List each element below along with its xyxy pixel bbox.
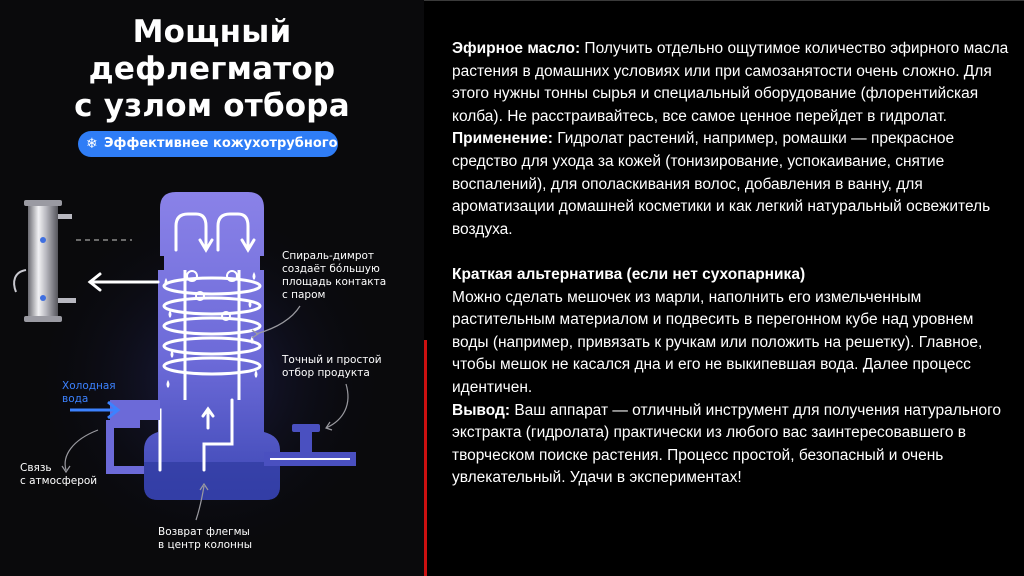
label-line: отбор продукта bbox=[282, 367, 370, 379]
label-line: Возврат флегмы bbox=[158, 526, 250, 538]
reflux-label bbox=[158, 526, 252, 552]
label-line: Спираль-димрот bbox=[282, 250, 375, 262]
label-line: создаёт бóльшую bbox=[282, 263, 380, 275]
label-line: в центр колонны bbox=[158, 539, 253, 551]
essential-oil-paragraph bbox=[452, 38, 1012, 128]
label-line: Точный и простой bbox=[282, 354, 382, 366]
title-line: Мощный bbox=[132, 14, 292, 50]
cold-water-label bbox=[62, 380, 116, 406]
label-line: вода bbox=[62, 393, 89, 405]
conclusion-paragraph bbox=[452, 400, 1012, 490]
application-paragraph bbox=[452, 128, 1012, 241]
paragraph-label: Эфирное масло: bbox=[452, 40, 581, 57]
atmosphere-label bbox=[20, 462, 97, 488]
paragraph-text: Гидролат растений, например, ромашки — прекрасное средство для ухода за кожей (тонизирование, успокаивание, снятие воспалений), для ополаскивания волос, добавления в ванну, для ароматизации домашней косметики и как легкий натуральный освежитель воздуха. bbox=[452, 130, 991, 238]
output-label bbox=[282, 354, 382, 380]
paragraph-spacer bbox=[452, 241, 1012, 264]
text-content bbox=[452, 38, 1012, 490]
red-accent-bar bbox=[424, 340, 427, 576]
alternative-paragraph: Можно сделать мешочек из марли, наполнить его измельченным растительным материалом и подвесить в перегонном кубе над уровнем воды (например, привязать к ручкам или положить на решетку). Главное, чтобы мешок не касался дна и его не выкипевшая вода. Далее процесс идентичен. bbox=[452, 288, 983, 396]
label-line: с атмосферой bbox=[20, 475, 98, 487]
label-line: Связь bbox=[20, 462, 52, 474]
infographic-panel bbox=[0, 0, 424, 576]
label-line: Холодная bbox=[62, 380, 116, 392]
snowflake-icon: ❄ bbox=[86, 136, 98, 152]
label-line: с паром bbox=[282, 289, 326, 301]
paragraph-label: Вывод: bbox=[452, 401, 511, 419]
paragraph-text: Получить отдельно ощутимое количество эфирного масла растения в домашних условиях или при самозанятости очень сложно. Для этого нужны тонны сырья и специальный оборудование (флорентийская колба). Не расстраивайтесь, все самое ценное перейдет в гидролат. bbox=[452, 40, 1009, 125]
label-line: площадь контакта bbox=[282, 276, 387, 288]
title-line: дефлегматор bbox=[88, 51, 336, 87]
paragraph-text: Ваш аппарат — отличный инструмент для получения натурального экстракта (гидролата) практически из любого вас заинтересовавшего в творческом поиске растения. Процесс простой, безопасный и очень увлекательный. Удачи в экспериментах! bbox=[452, 401, 1002, 487]
spiral-label bbox=[282, 250, 386, 302]
paragraph-label: Применение: bbox=[452, 130, 553, 148]
title-line: с узлом отбора bbox=[74, 88, 350, 124]
badge-text: Эффективнее кожухотрубного bbox=[104, 136, 338, 151]
top-divider bbox=[424, 0, 1024, 1]
section-heading: Краткая альтернатива (если нет сухопарника) bbox=[452, 265, 806, 283]
alternative-heading bbox=[452, 264, 1012, 287]
